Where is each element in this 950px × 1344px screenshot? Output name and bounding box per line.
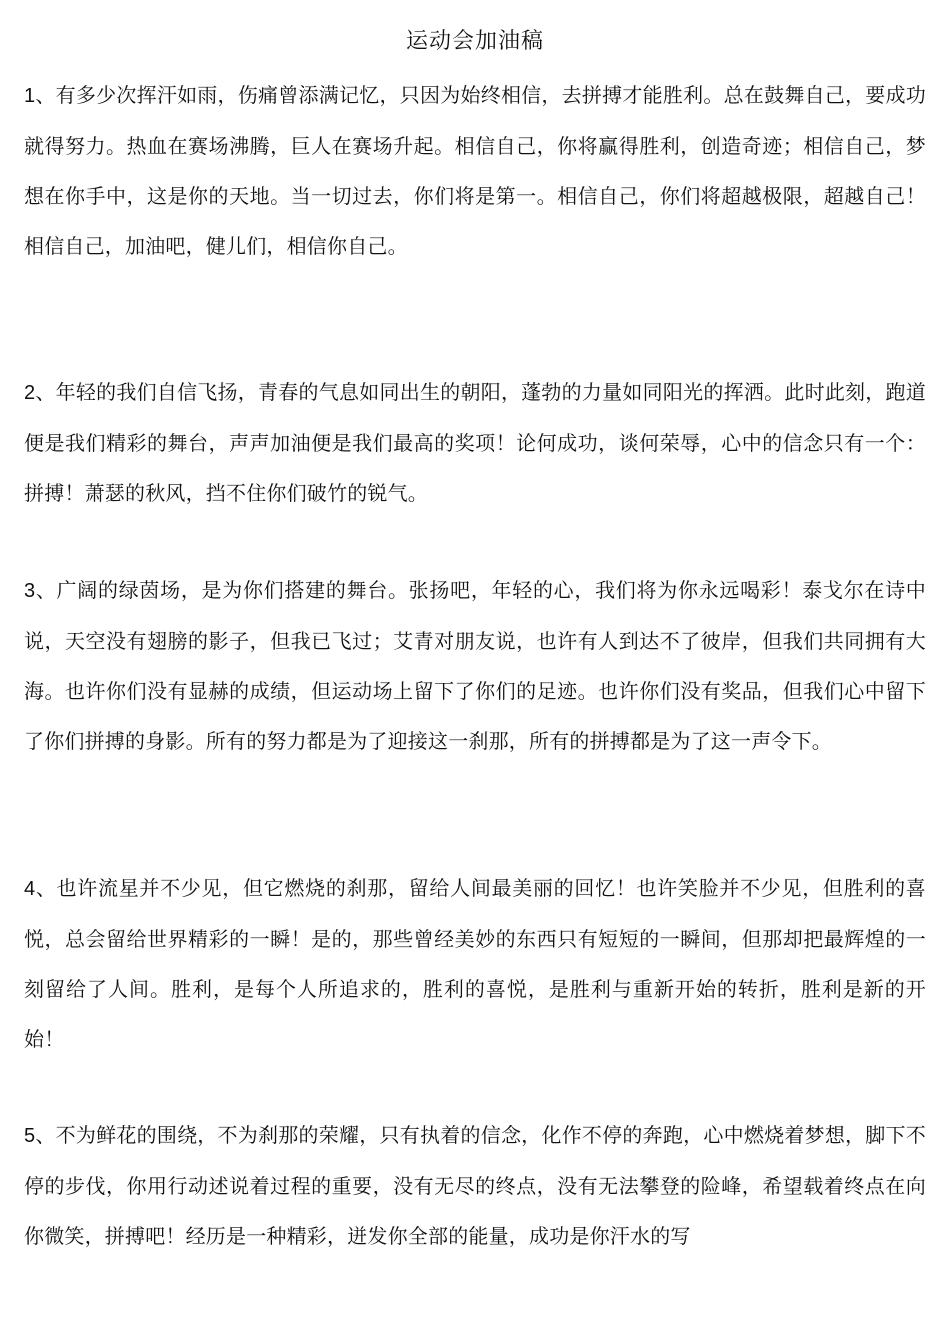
paragraph-text: 、不为鲜花的围绕，不为刹那的荣耀，只有执着的信念，化作不停的奔跑，心中燃烧着梦想，脚下不停的步伐，你用行动述说着过程的重要，没有无尽的终点，没有无法攀登的险峰，希望载着终点在向你微笑，拼搏吧！经历是一种精彩，迸发你全部的能量，成功是你汗水的写 — [24, 1123, 926, 1248]
paragraph-number: 4 — [24, 878, 36, 900]
paragraph-text: 、年轻的我们自信飞扬，青春的气息如同出生的朝阳，蓬勃的力量如同阳光的挥洒。此时此刻，跑道便是我们精彩的舞台，声声加油便是我们最高的奖项！论何成功，谈何荣辱，心中的信念只有一个：拼搏！萧瑟的秋风，挡不住你们破竹的锐气。 — [24, 380, 926, 505]
paragraph-number: 3 — [24, 580, 36, 602]
paragraph-3 — [24, 565, 926, 766]
paragraph-4 — [24, 863, 926, 1064]
paragraph-text: 、广阔的绿茵场，是为你们搭建的舞台。张扬吧，年轻的心，我们将为你永远喝彩！泰戈尔在诗中说，天空没有翅膀的影子，但我已飞过；艾青对朋友说，也许有人到达不了彼岸，但我们共同拥有大海。也许你们没有显赫的成绩，但运动场上留下了你们的足迹。也许你们没有奖品，但我们心中留下了你们拼搏的身影。所有的努力都是为了迎接这一刹那，所有的拼搏都是为了这一声令下。 — [24, 578, 926, 753]
paragraph-5 — [24, 1110, 926, 1261]
document-title: 运动会加油稿 — [405, 29, 544, 54]
paragraph-number: 1 — [24, 85, 36, 107]
paragraph-2 — [24, 367, 926, 518]
paragraph-text: 、也许流星并不少见，但它燃烧的刹那，留给人间最美丽的回忆！也许笑脸并不少见，但胜利的喜悦，总会留给世界精彩的一瞬！是的，那些曾经美妙的东西只有短短的一瞬间，但那却把最辉煌的一刻留给了人间。胜利，是每个人所追求的，胜利的喜悦，是胜利与重新开始的转折，胜利是新的开始！ — [24, 876, 926, 1051]
paragraph-text: 、有多少次挥汗如雨，伤痛曾添满记忆，只因为始终相信，去拼搏才能胜利。总在鼓舞自己，要成功就得努力。热血在赛场沸腾，巨人在赛场升起。相信自己，你将赢得胜利，创造奇迹；相信自己，梦想在你手中，这是你的天地。当一切过去，你们将是第一。相信自己，你们将超越极限，超越自己！相信自己，加油吧，健儿们，相信你自己。 — [24, 83, 926, 258]
paragraph-number: 5 — [24, 1125, 36, 1147]
paragraph-number: 2 — [24, 382, 36, 404]
paragraph-1 — [24, 70, 926, 271]
